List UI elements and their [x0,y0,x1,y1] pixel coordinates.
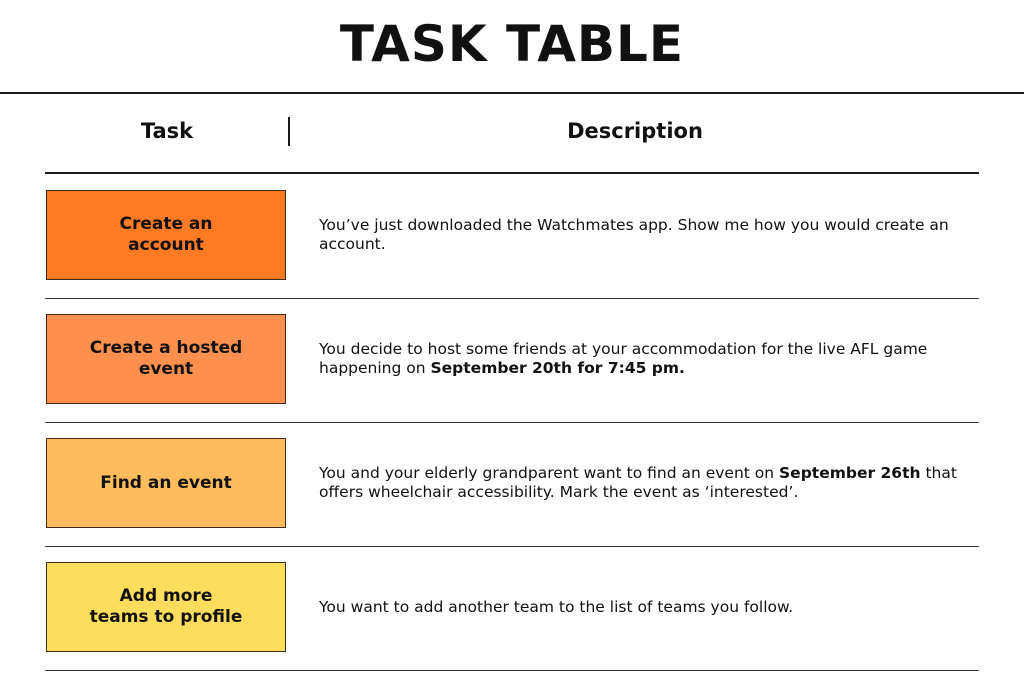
task-label-line1: Find an event [100,472,232,493]
description-bold-date: September 26th [779,464,921,482]
table-row [45,174,979,299]
description-cell [319,438,969,528]
task-cell [46,438,286,528]
table-row [45,422,979,547]
task-label-line1: Create an [119,214,213,234]
description-text: You decide to host some friends at your accommodation for the live AFL game happening on [319,340,928,377]
description-text: You want to add another team to the list of teams you follow. [319,597,794,616]
task-label-line2: teams to profile [89,607,243,627]
description-text: You’ve just downloaded the Watchmates app. Show me how you would create an account. [319,216,949,253]
column-header-task: Task [140,119,194,143]
description-cell [319,190,969,280]
task-cell [46,190,286,280]
task-label-line2: event [138,359,194,379]
task-label-line1: Add more [119,586,213,606]
column-header-divider [288,117,290,146]
description-cell [319,314,969,404]
table-row [45,298,979,423]
page-title: TASK TABLE [339,15,685,73]
task-cell [46,314,286,404]
task-label-line2: account [128,235,204,255]
table-row [45,546,979,671]
title-divider [0,92,1024,94]
description-text: You and your elderly grandparent want to find an event on [319,464,780,482]
description-bold-date: September 20th for 7:45 pm. [430,359,685,377]
description-text-continued: that offers wheelchair accessibility. Mark the event as ‘interested’. [319,464,957,501]
task-label-line1: Create a hosted [89,338,243,358]
column-header-description: Description [567,119,703,143]
task-cell [46,562,286,652]
description-cell [319,562,969,652]
